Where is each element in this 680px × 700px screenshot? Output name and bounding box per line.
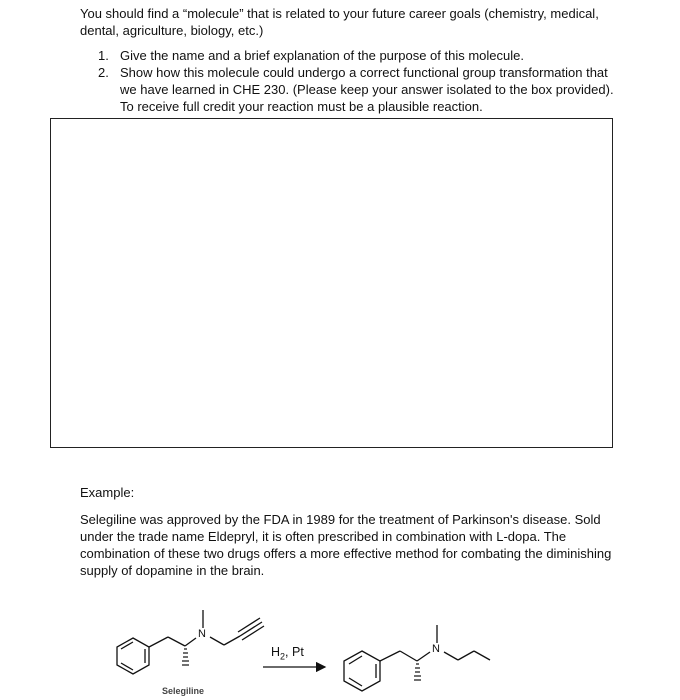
n-ch2 bbox=[210, 637, 224, 645]
c-n-bond bbox=[185, 638, 196, 646]
reagent-main: H bbox=[271, 645, 281, 659]
triple-bond bbox=[238, 618, 264, 640]
task-text: Give the name and a brief explanation of the purpose of this molecule. bbox=[120, 48, 524, 63]
benzene-ring bbox=[344, 651, 380, 691]
assignment-intro: You should find a “molecule” that is related to your future career goals (chemistry, medical, dental, agriculture, biology, etc.) bbox=[80, 6, 599, 38]
reagent-rest: , Pt bbox=[285, 645, 304, 659]
n-propyl-1 bbox=[444, 652, 458, 660]
benzene-ring bbox=[117, 638, 149, 674]
example-heading: Example: bbox=[80, 485, 135, 500]
answer-box[interactable] bbox=[50, 118, 613, 448]
product-structure bbox=[344, 625, 490, 691]
task-list bbox=[98, 47, 618, 115]
selegiline-structure bbox=[117, 610, 264, 674]
reaction-scheme bbox=[0, 600, 680, 700]
chain-bond bbox=[168, 637, 185, 646]
hashed-methyl bbox=[182, 649, 189, 665]
nitrogen-label: N bbox=[432, 643, 440, 655]
n-propyl-3 bbox=[474, 651, 490, 660]
task-item bbox=[98, 64, 618, 115]
nitrogen-label: N bbox=[198, 628, 206, 640]
benzyl-bond bbox=[380, 651, 400, 661]
reagent-label bbox=[271, 644, 304, 661]
c-n-bond bbox=[417, 652, 430, 661]
ch2-alkyne bbox=[224, 636, 240, 645]
n-propyl-2 bbox=[458, 651, 474, 660]
task-text: Show how this molecule could undergo a correct functional group transformation that we have learned in CHE 230. (Please keep your answer isolated to the box provided). To receive full credit your reaction must be a plausible reaction. bbox=[120, 65, 614, 114]
example-paragraph: Selegiline was approved by the FDA in 1989 for the treatment of Parkinson's disease. Sold under the trade name Eldepryl, it is often prescribed in combination with L-dopa. The combination of these two drugs offers a more effective method for combating the diminishing supply of dopamine in the brain. bbox=[80, 512, 612, 578]
chain-bond bbox=[400, 651, 417, 661]
hashed-methyl bbox=[414, 664, 421, 680]
task-number: 1. bbox=[98, 48, 109, 63]
benzyl-bond bbox=[149, 637, 168, 647]
reagent-subscript: 2 bbox=[280, 651, 286, 662]
task-number: 2. bbox=[98, 65, 109, 80]
selegiline-label: Selegiline bbox=[162, 686, 205, 696]
task-item bbox=[98, 47, 618, 64]
